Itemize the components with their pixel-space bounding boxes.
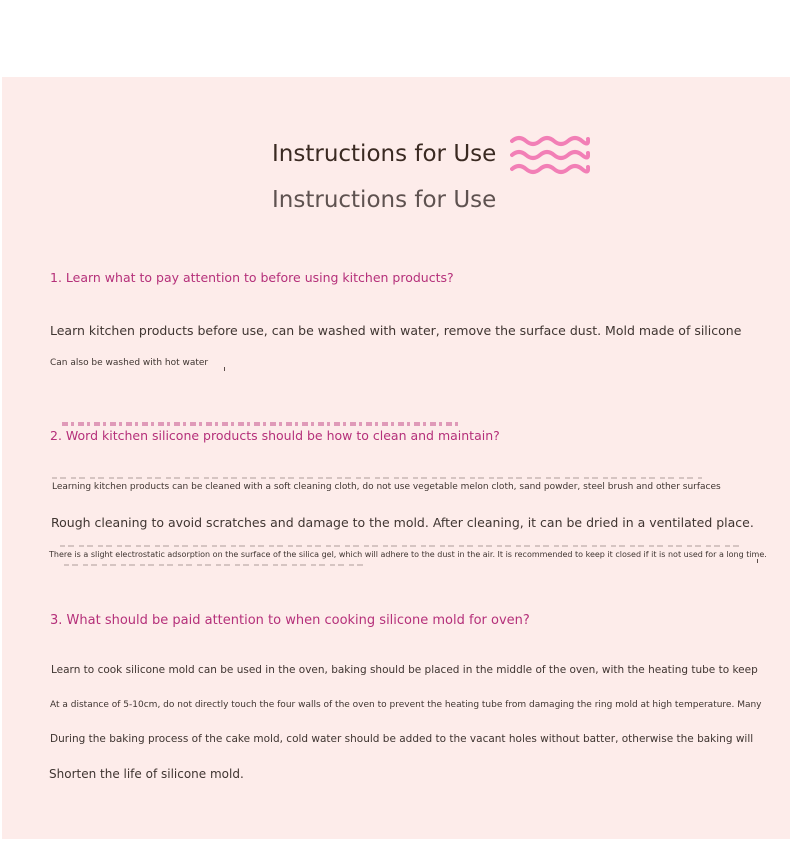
section-2-line-2: Rough cleaning to avoid scratches and damage to the mold. After cleaning, it can be dried in a ventilated place. bbox=[51, 515, 754, 530]
wave-line-2 bbox=[512, 152, 588, 158]
text-fragment-mark bbox=[224, 367, 225, 371]
overlapping-text-artifact bbox=[52, 477, 702, 479]
section-1-question: 1. Learn what to pay attention to before using kitchen products? bbox=[50, 270, 454, 285]
wave-line-3 bbox=[512, 166, 588, 172]
section-3-line-4: Shorten the life of silicone mold. bbox=[49, 767, 244, 781]
section-3-line-3: During the baking process of the cake mold, cold water should be added to the vacant holes without batter, otherwise the baking will bbox=[50, 733, 754, 745]
overlapping-text-artifact bbox=[60, 545, 740, 547]
overlapping-text-artifact bbox=[62, 422, 462, 426]
text-fragment-mark bbox=[757, 559, 758, 563]
wave-icon bbox=[510, 133, 590, 181]
section-3-line-1: Learn to cook silicone mold can be used in the oven, baking should be placed in the middle of the oven, with the heating tube to keep bbox=[51, 664, 758, 676]
section-3-line-2: At a distance of 5-10cm, do not directly touch the four walls of the oven to prevent the heating tube from damaging the ring mold at high temperature. Many bbox=[50, 700, 762, 710]
section-2-line-3: There is a slight electrostatic adsorption on the surface of the silica gel, which will adhere to the dust in the air. It is recommended to keep it closed if it is not used for a long time. bbox=[49, 550, 767, 559]
section-2-question: 2. Word kitchen silicone products should be how to clean and maintain? bbox=[50, 428, 500, 443]
section-1-line-1: Learn kitchen products before use, can be washed with water, remove the surface dust. Mold made of silicone bbox=[50, 323, 742, 338]
overlapping-text-artifact bbox=[64, 564, 364, 566]
page-subtitle: Instructions for Use bbox=[272, 187, 497, 213]
page-title: Instructions for Use bbox=[272, 141, 497, 167]
wave-line-1 bbox=[512, 138, 588, 144]
section-2-line-1: Learning kitchen products can be cleaned with a soft cleaning cloth, do not use vegetable melon cloth, sand powder, steel brush and other surfaces bbox=[52, 482, 721, 492]
section-1-line-2: Can also be washed with hot water bbox=[50, 358, 209, 368]
section-3-question: 3. What should be paid attention to when cooking silicone mold for oven? bbox=[50, 613, 530, 628]
